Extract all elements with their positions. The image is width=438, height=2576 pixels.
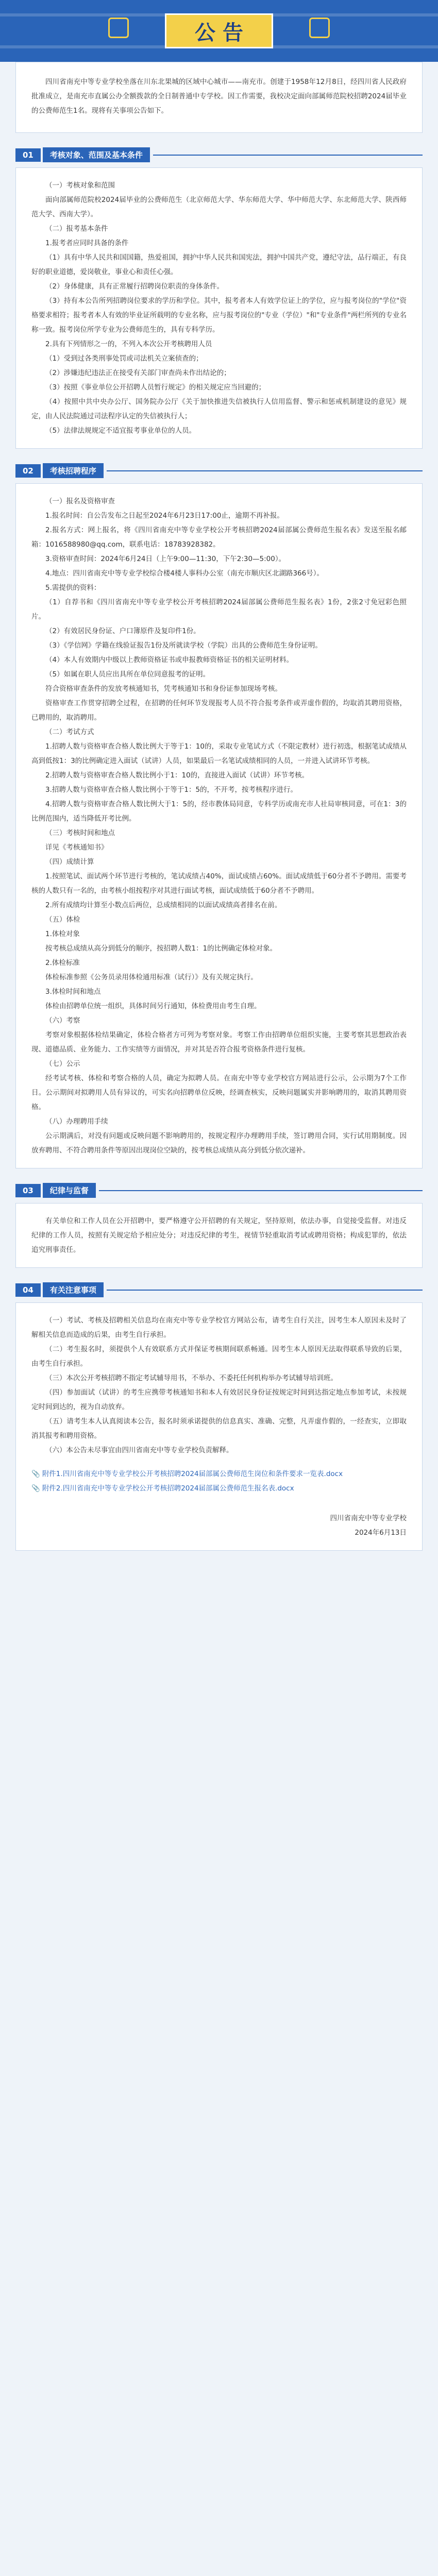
paragraph: （1）受到过各类刑事处罚或司法机关立案侦查的； (45, 354, 203, 363)
paragraph: （三）考核时间和地点 (45, 829, 115, 837)
paragraph: 4.地点：四川省南充中等专业学校综合楼4楼人事科办公室（南充市顺庆区北湖路366号）。 (45, 569, 324, 578)
signature-org: 四川省南充中等专业学校 (330, 1514, 407, 1522)
section-title: 考核招聘程序 (43, 463, 104, 478)
paragraph: （二）考试方式 (45, 728, 94, 736)
paragraph: 有关单位和工作人员在公开招聘中，要严格遵守公开招聘的有关规定，坚持原则，依法办事，自觉接受监督。对违反纪律的工作人员，按照有关规定给予相应处分；对违反纪律的考生，视情节轻重取消考试或聘用资格；构成犯罪的，依法追究刑事责任。 (31, 1217, 407, 1254)
paperclip-icon: 📎 (31, 1470, 40, 1478)
paragraph: 3.招聘人数与资格审查合格人数比例小于等于1：5的，不开考，按考核程序进行。 (45, 786, 298, 794)
section-2 (0, 463, 438, 1168)
paragraph: （七）公示 (45, 1060, 80, 1068)
paragraph: （5）法律法规规定不适宜报考事业单位的人员。 (45, 427, 196, 435)
paragraph: （3）按照《事业单位公开招聘人员暂行规定》的相关规定应当回避的； (45, 383, 266, 392)
paragraph: 2.体检标准 (45, 959, 80, 967)
intro-paragraph: 四川省南充中等专业学校坐落在川东北果城的区域中心城市——南充市。创建于1958年12月8日，经四川省人民政府批准成立，是南充市直属公办全额拨款的全日制普通中专学校。因工作需要，我校决定面向部属师范院校招聘2024届毕业的公费师范生1名。现将有关事项公告如下。 (31, 78, 407, 115)
paragraph: 1.报名时间：自公告发布之日起至2024年6月23日17:00止，逾期不再补报。 (45, 512, 284, 520)
section-title: 有关注意事项 (43, 1282, 104, 1297)
paragraph: 2.招聘人数与资格审查合格人数比例小于1：10的，直接进入面试（试讲）环节考核。 (45, 771, 309, 779)
paragraph: （四）参加面试（试讲）的考生应携带考核通知书和本人有效居民身份证按规定时间到达指定地点参加考试，未按规定时间到达的，视为自动放弃。 (31, 1388, 407, 1411)
section-title: 纪律与监督 (43, 1183, 96, 1198)
section-divider (107, 470, 423, 471)
paragraph: 公示期满后，对没有问题或反映问题不影响聘用的，按规定程序办理聘用手续，签订聘用合同，实行试用期制度。因放弃聘用、不符合聘用条件等原因出现岗位空缺的，按考核总成绩从高分到低分依次递补。 (31, 1132, 407, 1155)
section-number: 01 (15, 148, 41, 162)
paragraph: 1.体检对象 (45, 930, 80, 938)
paragraph: （1）自荐书和《四川省南充中等专业学校公开考核招聘2024届部属公费师范生报名表》1份，2张2寸免冠彩色照片。 (31, 598, 407, 621)
paragraph: （2）有效居民身份证、户口簿原件及复印件1份。 (45, 627, 200, 635)
paragraph: （六）本公告未尽事宜由四川省南充中等专业学校负责解释。 (45, 1446, 233, 1454)
paragraph: （六）考察 (45, 1016, 80, 1025)
paragraph: （4）本人有效期内中级以上教师资格证书或申报教师资格证书的相关证明材料。 (45, 656, 294, 664)
paragraph: 考察对象根据体检结果确定，体检合格者方可列为考察对象。考察工作由招聘单位组织实施，主要考察其思想政治表现、道德品质、业务能力、工作实绩等方面情况，并对其是否符合报考资格条件进行复核。 (31, 1031, 407, 1054)
paragraph: （三）本次公开考核招聘不指定考试辅导用书，不举办、不委托任何机构举办考试辅导培训班。 (45, 1374, 338, 1382)
attachment-link[interactable] (31, 1481, 407, 1496)
paragraph: （3）持有本公告所列招聘岗位要求的学历和学位。其中，报考者本人有效学位证上的学位，应与报考岗位的"学位"资格要求相符；报考者本人有效的毕业证所载明的专业名称，应与报考岗位的"专业（学位）"和"专业条件"两栏所列的专业名称一致。报考岗位所学专业为公费师范生的，具有专科学历。 (31, 297, 407, 334)
paragraph: （一）考核对象和范围 (45, 181, 115, 190)
attachment-label: 附件1.四川省南充中等专业学校公开考核招聘2024届部属公费师范生岗位和条件要求一览表.docx (42, 1470, 343, 1478)
paragraph: 1.招聘人数与资格审查合格人数比例大于等于1：10的，采取专业笔试方式（不限定教材）进行初选，根据笔试成绩从高到低按1：3的比例确定进入面试（试讲）人员，如果最后一名笔试成绩相同的人员，一并进入试讲环节考核。 (31, 742, 407, 765)
paragraph: （2）身体健康，具有正常履行招聘岗位职责的身体条件。 (45, 282, 224, 291)
paragraph: 面向部属师范院校2024届毕业的公费师范生（北京师范大学、华东师范大学、华中师范大学、东北师范大学、陕西师范大学、西南大学）。 (31, 196, 407, 218)
paragraph: 按考核总成绩从高分到低分的顺序，按招聘人数1：1的比例确定体检对象。 (45, 944, 277, 953)
paragraph: 1.报考者应同时具备的条件 (45, 239, 129, 247)
paragraph: （2）涉嫌违纪违法正在接受有关部门审查尚未作出结论的； (45, 369, 231, 377)
paragraph: 符合资格审查条件的发放考核通知书，凭考核通知书和身份证参加现场考核。 (45, 685, 282, 693)
paragraph: 详见《考核通知书》 (45, 843, 108, 852)
section-1 (0, 147, 438, 449)
banner-title-box (165, 13, 273, 48)
signature-date: 2024年6月13日 (355, 1529, 407, 1537)
paragraph: 资格审查工作贯穿招聘全过程，在招聘的任何环节发现报考人员不符合报考条件或弄虚作假的，均取消其聘用资格，已聘用的，取消聘用。 (31, 699, 407, 722)
page-title: 公告 (195, 20, 250, 45)
paragraph: 体检标准参照《公务员录用体检通用标准（试行）》及有关规定执行。 (45, 973, 258, 981)
decor-icon (309, 18, 330, 38)
paragraph: （四）成绩计算 (45, 858, 94, 866)
paragraph: （1）具有中华人民共和国国籍，热爱祖国，拥护中华人民共和国宪法，拥护中国共产党，遵纪守法，品行端正，有良好的职业道德，爱岗敬业，事业心和责任心强。 (31, 253, 407, 276)
paragraph: （五）体检 (45, 916, 80, 924)
paragraph: （5）如属在职人员应出具所在单位同意报考的证明。 (45, 670, 210, 679)
section-body (15, 167, 423, 449)
section-number: 03 (15, 1184, 41, 1197)
paragraph: （一）考试、考核及招聘相关信息均在南充中等专业学校官方网站公布，请考生自行关注，因考生本人原因未及时了解相关信息而造成的后果，由考生自行承担。 (31, 1316, 407, 1339)
paragraph: 经考试考核、体检和考察合格的人员，确定为拟聘人员。在南充中等专业学校官方网站进行公示，公示期为7个工作日。公示期间对拟聘用人员有异议的，可实名向招聘单位反映，经调查核实，反映问题属实并影响聘用的，取消其聘用资格。 (31, 1074, 407, 1111)
paragraph: 3.资格审查时间：2024年6月24日（上午9:00—11:30，下午2:30—5:00）。 (45, 555, 286, 563)
section-number: 02 (15, 464, 41, 478)
paragraph: 4.招聘人数与资格审查合格人数比例大于1：5的，经市教体局同意，专科学历或南充市人社局审核同意，可在1：3的比例范围内，适当降低开考比例。 (31, 800, 407, 823)
intro-card (15, 62, 423, 133)
attachment-label: 附件2.四川省南充中等专业学校公开考核招聘2024届部属公费师范生报名表.docx (42, 1484, 294, 1493)
section-header (15, 463, 423, 478)
paragraph: （二）考生报名时，须提供个人有效联系方式并保证考核期间联系畅通。因考生本人原因无法取得联系导致的后果，由考生自行承担。 (31, 1345, 407, 1368)
paragraph: 2.所有成绩均计算至小数点后两位，总成绩相同的以面试成绩高者排名在前。 (45, 901, 282, 909)
section-header (15, 1183, 423, 1198)
decor-icon (108, 18, 129, 38)
section-divider (99, 1190, 423, 1191)
section-divider (107, 1290, 423, 1291)
paragraph: 3.体检时间和地点 (45, 988, 101, 996)
section-body (15, 1203, 423, 1268)
paragraph: （二）报考基本条件 (45, 225, 108, 233)
section-body (15, 483, 423, 1168)
section-header (15, 1282, 423, 1297)
paragraph: （八）办理聘用手续 (45, 1117, 108, 1126)
paragraph: （4）按照中共中央办公厅、国务院办公厅《关于加快推进失信被执行人信用监督、警示和惩戒机制建设的意见》规定，由人民法院通过司法程序认定的失信被执行人； (31, 398, 407, 420)
section-body (15, 1302, 423, 1551)
paragraph: 5.需提供的资料： (45, 584, 101, 592)
section-divider (153, 155, 423, 156)
section-number: 04 (15, 1283, 41, 1297)
paragraph: （五）请考生本人认真阅读本公告，报名时须承诺提供的信息真实、准确、完整，凡弄虚作假的，一经查实，立即取消其报考和聘用资格。 (31, 1417, 407, 1440)
section-3 (0, 1183, 438, 1268)
paragraph: 1.按照笔试、面试两个环节进行考核的，笔试成绩占40%，面试成绩占60%。面试成绩低于60分者不予聘用。需要考核的人数只有一名的，由考核小组按程序对其进行面试考核，面试成绩低于60分者不予聘用。 (31, 872, 407, 895)
section-4 (0, 1282, 438, 1551)
paragraph: 2.报名方式：网上报名，将《四川省南充中等专业学校公开考核招聘2024届部属公费师范生报名表》发送至报名邮箱：1016588980@qq.com，联系电话：18783928382。 (31, 526, 407, 549)
paragraph: 2.具有下列情形之一的，不列入本次公开考核聘用人员 (45, 340, 212, 348)
section-header (15, 147, 423, 162)
section-title: 考核对象、范围及基本条件 (43, 147, 150, 162)
header-banner (0, 0, 438, 62)
paragraph: （3）《学信网》学籍在线验证报告1份及所就读学校（学院）出具的公费师范生身份证明。 (45, 641, 322, 650)
paperclip-icon: 📎 (31, 1484, 40, 1493)
paragraph: 体检由招聘单位统一组织，具体时间另行通知，体检费用由考生自理。 (45, 1002, 261, 1010)
attachment-link[interactable] (31, 1467, 407, 1481)
paragraph: （一）报名及资格审查 (45, 497, 115, 505)
